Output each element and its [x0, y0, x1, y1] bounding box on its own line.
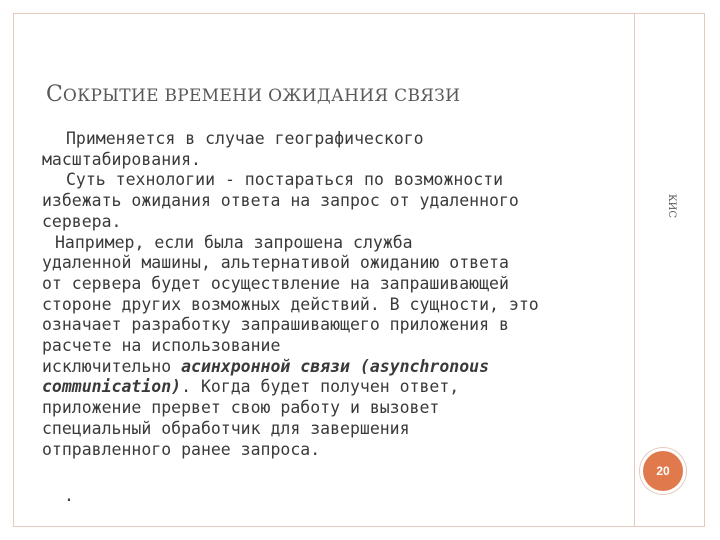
body-line: Суть технологии - постараться по возможности	[66, 170, 504, 190]
emphasis-text: communication)	[42, 377, 182, 397]
vertical-divider	[634, 13, 635, 527]
side-label: КИС	[666, 193, 677, 219]
body-line: сервера.	[42, 211, 122, 231]
body-line: Применяется в случае географического	[66, 129, 424, 148]
body-line: избежать ожидания ответа на запрос от удаленного	[42, 191, 519, 211]
body-line: расчете на использование	[42, 336, 281, 356]
title-rest: ОКРЫТИЕ ВРЕМЕНИ ОЖИДАНИЯ СВЯЗИ	[62, 86, 461, 106]
emphasis-text: асинхронной связи (asynchronous	[181, 356, 490, 376]
slide-body	[42, 129, 620, 460]
slide-title	[46, 74, 460, 106]
body-line: стороне других возможных действий. В сущности, это	[42, 294, 539, 314]
page-number-badge: 20	[640, 448, 686, 494]
body-line: удаленной машины, альтернативой ожиданию ответа	[42, 253, 509, 273]
body-text-span: исключительно	[42, 356, 182, 376]
body-text-span: . Когда будет получен ответ,	[181, 377, 460, 397]
body-line: Например, если была запрошена служба	[55, 232, 413, 252]
body-line: означает разработку запрашивающего приложения в	[42, 315, 509, 335]
body-line: от сервера будет осуществление на запрашивающей	[42, 273, 509, 293]
body-line	[42, 357, 620, 378]
body-line: отправленного ранее запроса.	[42, 439, 321, 459]
body-line	[42, 377, 620, 398]
trailing-dot: .	[64, 486, 74, 505]
body-line: масштабирования.	[42, 149, 201, 169]
body-line: специальный обработчик для завершения	[42, 418, 410, 438]
title-initial: С	[46, 82, 63, 107]
body-line: приложение прервет свою работу и вызовет	[42, 398, 440, 418]
